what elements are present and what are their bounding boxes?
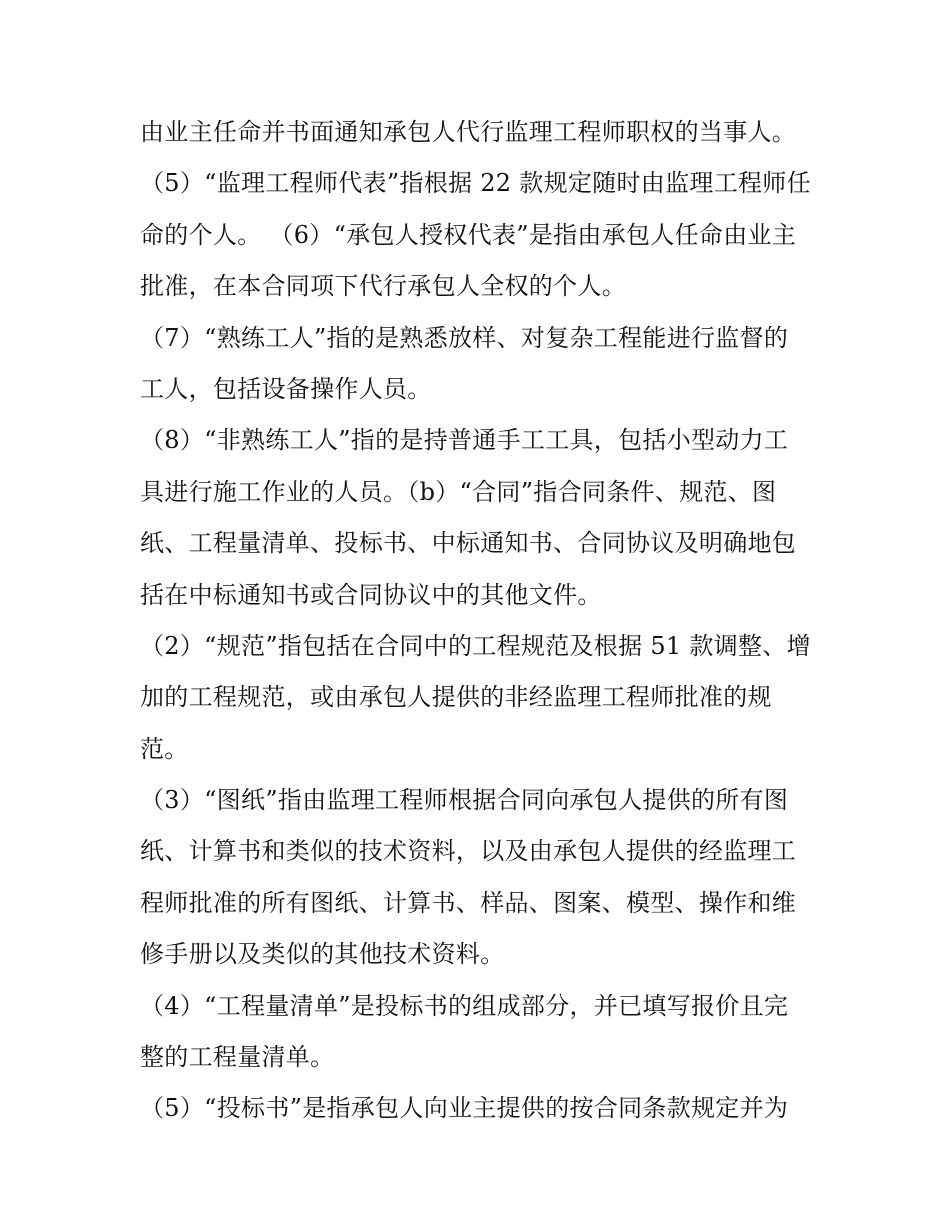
text-line: 括在中标通知书或合同协议中的其他文件。: [140, 580, 602, 609]
text-line: （5）“投标书”是指承包人向业主提供的按合同条款规定并为: [140, 1094, 789, 1123]
text-line: （7）“熟练工人”指的是熟悉放样、对复杂工程能进行监督的: [140, 323, 789, 352]
text-line: （8）“非熟练工人”指的是持普通手工工具，包括小型动力工: [140, 426, 789, 455]
text-line: （3）“图纸”指由监理工程师根据合同向承包人提供的所有图: [140, 786, 789, 815]
text-line: 工人，包括设备操作人员。: [140, 374, 432, 403]
text-line: 命的个人。 （6）“承包人授权代表”是指由承包人任命由业主: [140, 220, 797, 249]
text-line: 由业主任命并书面通知承包人代行监理工程师职权的当事人。: [140, 118, 797, 146]
text-line: 批准，在本合同项下代行承包人全权的个人。: [140, 272, 626, 301]
text-line: 纸、工程量清单、投标书、中标通知书、合同协议及明确地包: [140, 529, 797, 558]
document-body: [140, 107, 820, 1135]
text-line: 整的工程量清单。: [140, 1043, 335, 1072]
text-line: 具进行施工作业的人员。（b）“合同”指合同条件、规范、图: [140, 477, 777, 506]
text-line: 修手册以及类似的其他技术资料。: [140, 940, 505, 969]
text-line: （2）“规范”指包括在合同中的工程规范及根据 51 款调整、增: [140, 631, 811, 660]
text-line: 纸、计算书和类似的技术资料，以及由承包人提供的经监理工: [140, 837, 797, 866]
text-line: （5）“监理工程师代表”指根据 22 款规定随时由监理工程师任: [140, 169, 811, 198]
text-line: 程师批准的所有图纸、计算书、样品、图案、模型、操作和维: [140, 888, 797, 917]
text-line: 加的工程规范，或由承包人提供的非经监理工程师批准的规: [140, 683, 772, 712]
text-line: （4）“工程量清单”是投标书的组成部分，并已填写报价且完: [140, 991, 789, 1020]
text-line: 范。: [140, 734, 189, 763]
